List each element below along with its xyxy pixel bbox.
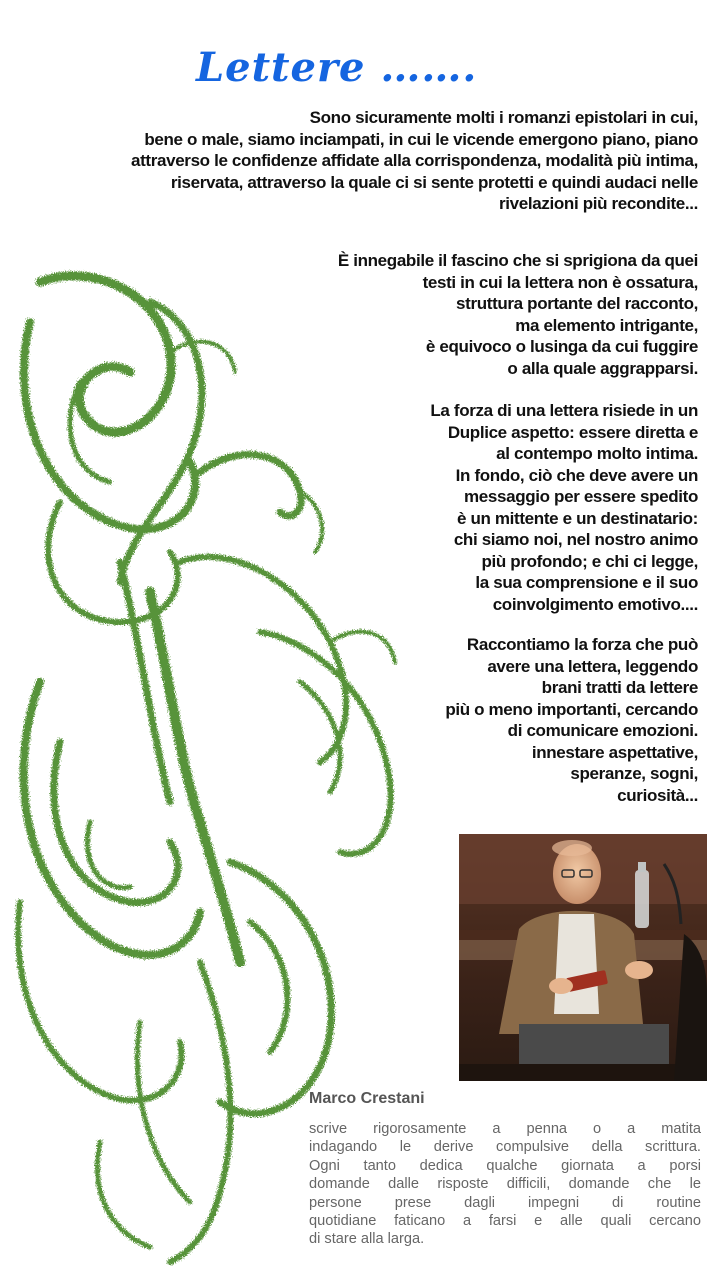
text-line: Raccontiamo la forza che può [466, 635, 698, 654]
bio-line: di stare alla larga. [309, 1231, 425, 1248]
author-bio [309, 1120, 701, 1249]
text-line: di comunicare emozioni. [507, 721, 698, 740]
text-line: La forza di una lettera risiede in un [430, 401, 698, 420]
text-line: ma elemento intrigante, [515, 315, 698, 335]
text-line: curiosità... [617, 785, 698, 805]
text-line: o alla quale aggrapparsi. [507, 358, 698, 378]
bio-line: indagando le derive compulsive della scrittura. [309, 1139, 701, 1156]
paragraph-4 [445, 634, 698, 806]
text-line: speranze, sogni, [570, 764, 698, 783]
text-line: è equivoco o lusinga da cui fuggire [425, 337, 698, 356]
author-name: Marco Crestani [309, 1090, 425, 1107]
text-line: testi in cui la lettera non è ossatura, [422, 272, 698, 292]
bio-line: quotidiane faticano a farsi e alle quali cercano [309, 1213, 701, 1230]
text-line: brani tratti da lettere [541, 678, 698, 697]
text-line: In fondo, ciò che deve avere un [455, 465, 698, 485]
paragraph-3 [430, 400, 698, 615]
text-line: struttura portante del racconto, [456, 294, 698, 313]
text-line: attraverso le confidenze affidate alla corrispondenza, modalità più intima, [131, 151, 698, 170]
bio-line: persone prese dagli impegni di routine [309, 1194, 701, 1211]
text-line: riservata, attraverso la quale ci si sente protetti e quindi audaci nelle [170, 172, 698, 192]
author-photo [459, 834, 707, 1081]
text-line: innestare aspettative, [531, 742, 698, 762]
text-line: rivelazioni più recondite... [499, 194, 698, 213]
text-line: messaggio per essere spedito [464, 487, 698, 506]
text-line: bene o male, siamo inciampati, in cui le vicende emergono piano, piano [144, 129, 698, 149]
text-line: è un mittente e un destinatario: [457, 508, 698, 528]
paragraph-1 [131, 107, 698, 215]
text-line: avere una lettera, leggendo [487, 656, 698, 676]
page-title: Lettere ……. [196, 44, 478, 91]
text-line: più profondo; e chi ci legge, [481, 551, 698, 571]
text-line: più o meno importanti, cercando [445, 699, 698, 719]
text-line: chi siamo noi, nel nostro animo [453, 530, 698, 549]
text-line: È innegabile il fascino che si sprigiona da quei [337, 251, 698, 270]
text-line: la sua comprensione e il suo [475, 573, 698, 592]
bio-line: scrive rigorosamente a penna o a matita [309, 1121, 701, 1137]
bio-line: Ogni tanto dedica qualche giornata a porsi [309, 1157, 701, 1174]
text-line: coinvolgimento emotivo.... [492, 594, 698, 614]
bio-line: domande dalle risposte difficili, domande che le [309, 1176, 701, 1193]
text-line: al contempo molto intima. [496, 444, 698, 463]
text-line: Duplice aspetto: essere diretta e [447, 422, 698, 442]
text-line: Sono sicuramente molti i romanzi epistolari in cui, [309, 108, 698, 127]
